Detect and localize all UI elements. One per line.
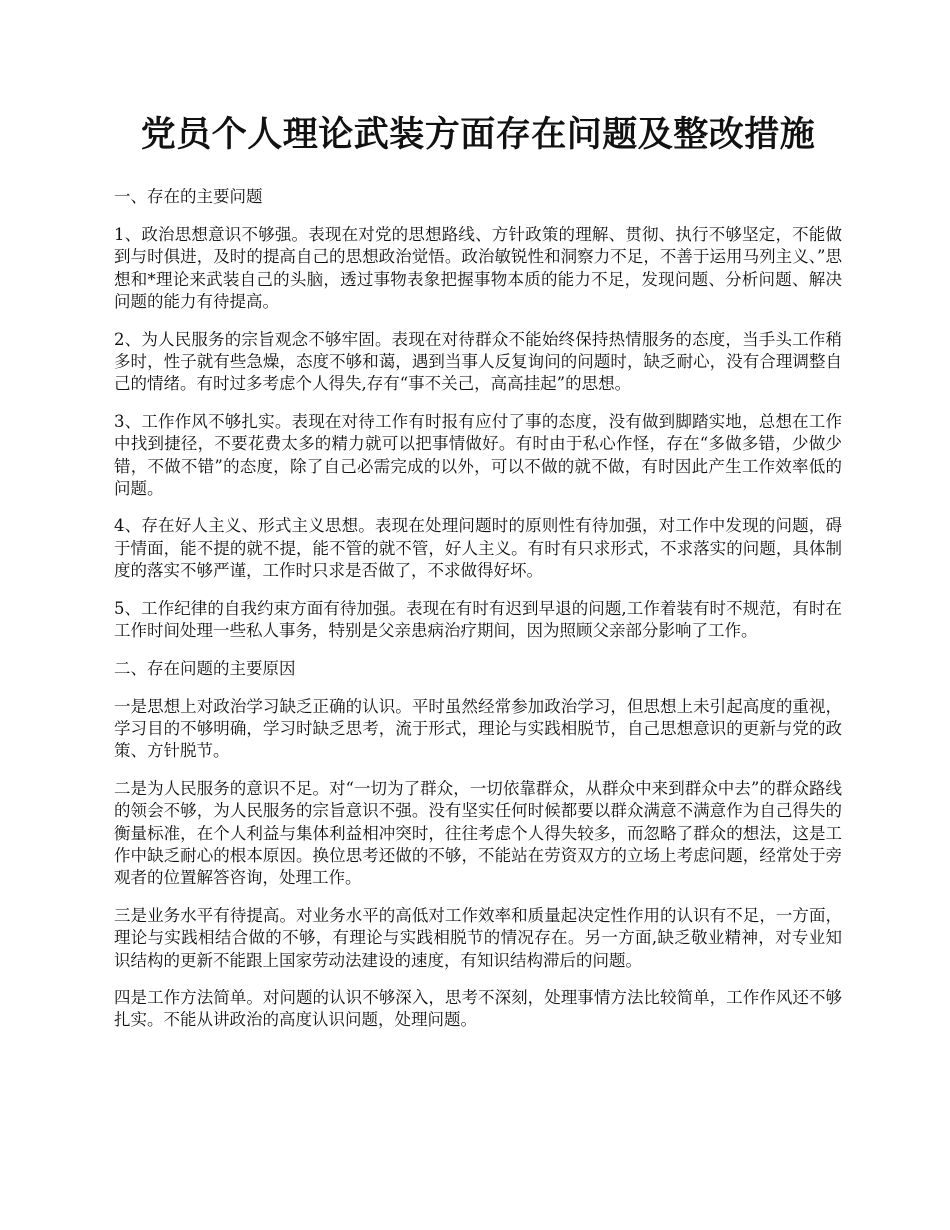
section-heading-main-causes: 二、存在问题的主要原因 [114,658,296,678]
problem-paragraph-1: 1、政治思想意识不够强。表现在对党的思想路线、方针政策的理解、贯彻、执行不够坚定，不能做到与时俱进，及时的提高自己的思想政治觉悟。政治敏锐性和洞察力不足，不善于运用马列主义、”思想和*理论来武装自己的头脑，透过事物表象把握事物本质的能力不足，发现问题、分析问题、解决问题的能力有待提高。 [114,225,842,312]
problem-paragraph-3: 3、工作作风不够扎实。表现在对待工作有时报有应付了事的态度，没有做到脚踏实地，总想在工作中找到捷径，不要花费太多的精力就可以把事情做好。有时由于私心作怪，存在“多做多错，少做少错，不做不错”的态度，除了自己必需完成的以外，可以不做的就不做，有时因此产生工作效率低的问题。 [114,411,842,499]
document-title: 党员个人理论武装方面存在问题及整改措施 [140,114,816,155]
problem-paragraph-5: 5、工作纪律的自我约束方面有待加强。表现在有时有迟到早退的问题,工作着装有时不规范，有时在工作时间处理一些私人事务，特别是父亲患病治疗期间，因为照顾父亲部分影响了工作。 [114,598,842,641]
cause-paragraph-3: 三是业务水平有待提高。对业务水平的高低对工作效率和质量起决定性作用的认识有不足，一方面，理论与实践相结合做的不够，有理论与实践相脱节的情况存在。另一方面,缺乏敬业精神，对专业知识结构的更新不能跟上国家劳动法建设的速度，有知识结构滞后的问题。 [114,905,842,970]
cause-paragraph-4: 四是工作方法简单。对问题的认识不够深入，思考不深刻，处理事情方法比较简单，工作作风还不够扎实。不能从讲政治的高度认识问题，处理问题。 [114,987,842,1030]
section-heading-main-problems: 一、存在的主要问题 [114,187,263,206]
problem-paragraph-2: 2、为人民服务的宗旨观念不够牢固。表现在对待群众不能始终保持热情服务的态度，当手头工作稍多时，性子就有些急燥，态度不够和蔼，遇到当事人反复询问的问题时，缺乏耐心，没有合理调整自己的情绪。有时过多考虑个人得失,存有“事不关己，高高挂起”的思想。 [114,329,842,394]
cause-paragraph-2: 二是为人民服务的意识不足。对“一切为了群众，一切依靠群众，从群众中来到群众中去”的群众路线的领会不够，为人民服务的宗旨意识不强。没有坚实任何时候都要以群众满意不满意作为自己得失的衡量标准，在个人利益与集体利益相冲突时，往往考虑个人得失较多，而忽略了群众的想法，这是工作中缺乏耐心的根本原因。换位思考还做的不够，不能站在劳资双方的立场上考虑问题，经常处于旁观者的位置解答咨询，处理工作。 [114,778,842,888]
problem-paragraph-4: 4、存在好人主义、形式主义思想。表现在处理问题时的原则性有待加强，对工作中发现的问题，碍于情面，能不提的就不提，能不管的就不管，好人主义。有时有只求形式，不求落实的问题，具体制度的落实不够严谨，工作时只求是否做了，不求做得好坏。 [114,516,842,581]
document-page [114,110,842,1047]
cause-paragraph-1: 一是思想上对政治学习缺乏正确的认识。平时虽然经常参加政治学习，但思想上未引起高度的重视，学习目的不够明确，学习时缺乏思考，流于形式，理论与实践相脱节，自己思想意识的更新与党的政策、方针脱节。 [114,696,842,761]
